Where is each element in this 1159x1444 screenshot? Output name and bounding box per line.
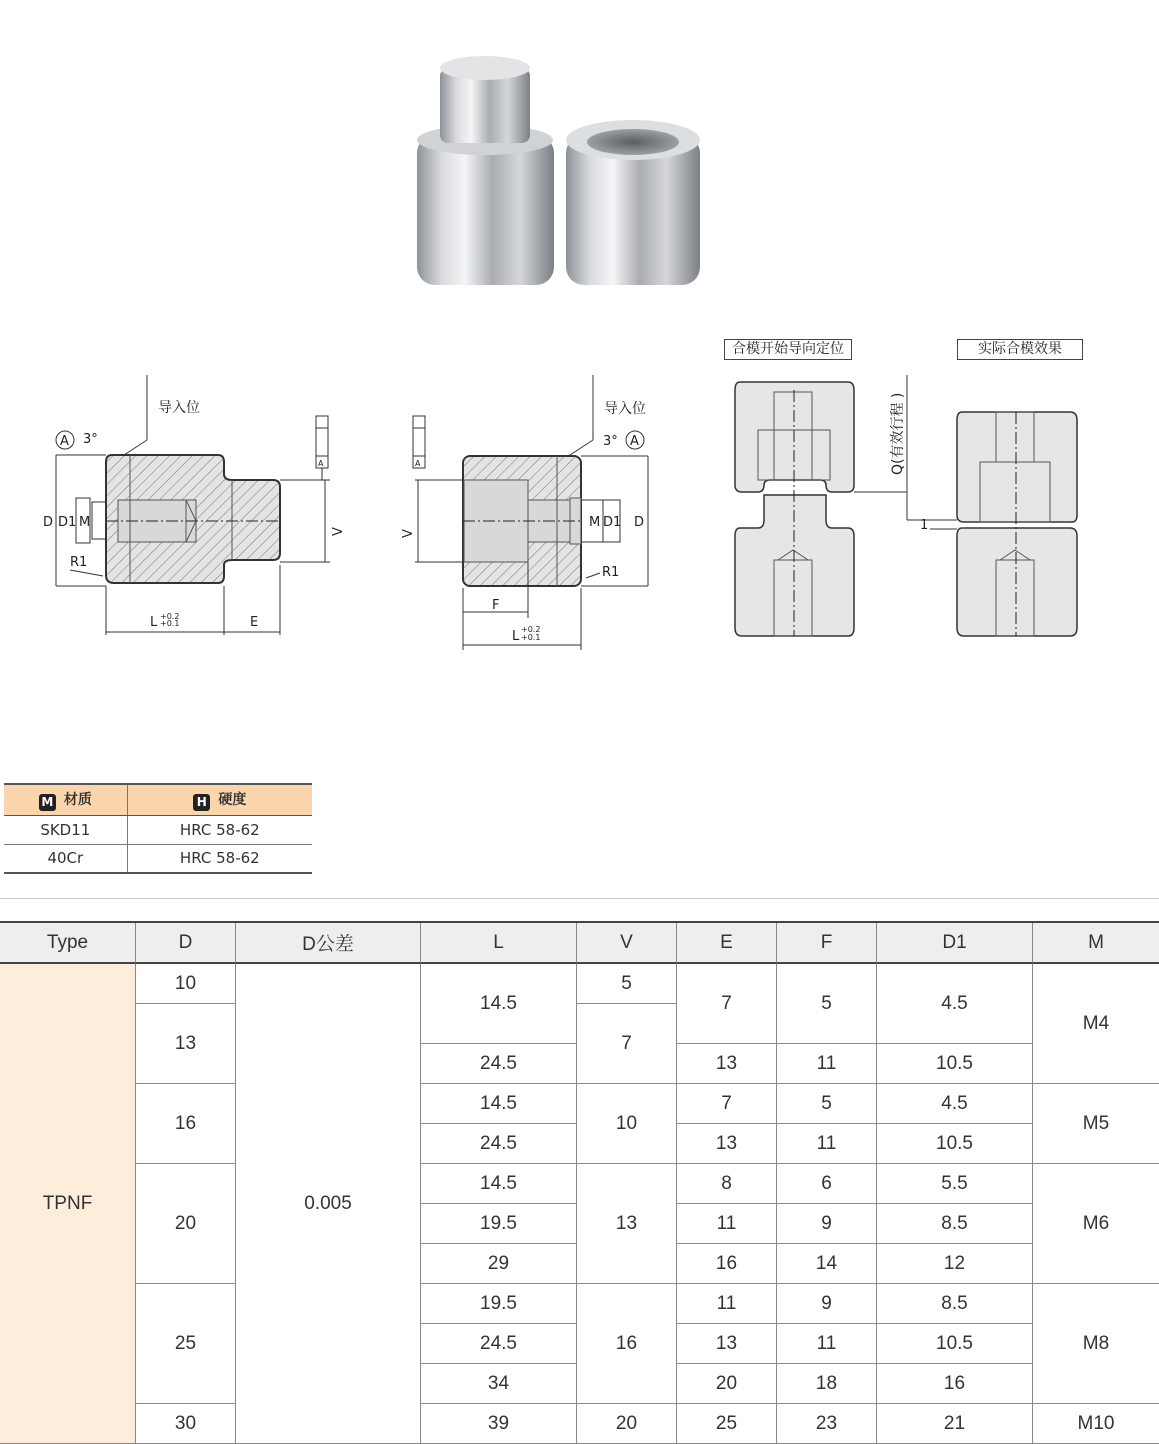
f-cell: 23: [777, 1404, 877, 1444]
l-tol-upper: +0.2: [160, 612, 180, 621]
d1-cell: 4.5: [877, 1084, 1033, 1124]
dim-m-label: M: [79, 515, 91, 530]
angle-label: 3°: [83, 432, 98, 447]
d1-cell: 12: [877, 1244, 1033, 1284]
header-d: D: [136, 923, 236, 964]
e-cell: 11: [677, 1284, 777, 1324]
f-cell: 5: [777, 964, 877, 1044]
dim-l-label: L: [150, 615, 158, 630]
dim-l-label: L: [512, 629, 520, 644]
guide-label: 导入位: [158, 400, 200, 416]
table-row: [4, 844, 312, 873]
material-cell: SKD11: [4, 815, 127, 844]
dim-v-label: V: [331, 527, 346, 536]
hardness-cell: HRC 58-62: [127, 844, 312, 873]
header-l: L: [421, 923, 577, 964]
material-table: [4, 783, 312, 874]
l-cell: 24.5: [421, 1044, 577, 1084]
type-cell: TPNF: [0, 964, 136, 1444]
l-cell: 14.5: [421, 1084, 577, 1124]
d-tolerance-cell: 0.005: [236, 964, 421, 1444]
divider: [0, 898, 1159, 899]
datum-label: A: [630, 434, 639, 449]
guide-label: 导入位: [604, 401, 646, 417]
f-cell: 11: [777, 1044, 877, 1084]
v-cell: 5: [577, 964, 677, 1004]
datum-label: A: [60, 434, 69, 449]
d1-cell: 16: [877, 1364, 1033, 1404]
m-cell: M8: [1033, 1284, 1159, 1404]
l-cell: 19.5: [421, 1204, 577, 1244]
d1-cell: 21: [877, 1404, 1033, 1444]
m-cell: M4: [1033, 964, 1159, 1084]
l-cell: 24.5: [421, 1124, 577, 1164]
e-cell: 13: [677, 1124, 777, 1164]
dim-f-label: F: [492, 598, 500, 613]
tol-datum: A: [415, 459, 421, 468]
header-f: F: [777, 923, 877, 964]
v-cell: 20: [577, 1404, 677, 1444]
d1-cell: 8.5: [877, 1204, 1033, 1244]
assembly-title-right: 实际合模效果: [957, 339, 1083, 360]
d1-cell: 5.5: [877, 1164, 1033, 1204]
v-cell: 7: [577, 1004, 677, 1084]
material-icon: M: [39, 794, 56, 811]
l-cell: 29: [421, 1244, 577, 1284]
header-v: V: [577, 923, 677, 964]
material-header-label: 材质: [63, 791, 92, 808]
dim-d-label: D: [634, 515, 645, 530]
f-cell: 11: [777, 1324, 877, 1364]
dim-d-label: D: [43, 515, 54, 530]
table-row: [4, 815, 312, 844]
d-cell: 13: [136, 1004, 236, 1084]
l-tol-upper: +0.2: [521, 625, 541, 634]
f-cell: 6: [777, 1164, 877, 1204]
e-cell: 7: [677, 964, 777, 1044]
dim-v-label: V: [401, 529, 416, 538]
bushing-drawing: [390, 370, 670, 660]
hardness-cell: HRC 58-62: [127, 815, 312, 844]
l-cell: 14.5: [421, 1164, 577, 1204]
dim-d1-label: D1: [603, 515, 622, 530]
m-cell: M6: [1033, 1164, 1159, 1284]
spec-table: [0, 921, 1159, 1444]
l-cell: 14.5: [421, 964, 577, 1044]
stroke-label: Q(有效行程 ): [890, 392, 906, 475]
f-cell: 5: [777, 1084, 877, 1124]
d-cell: 20: [136, 1164, 236, 1284]
pin-drawing: [40, 370, 350, 650]
hardness-icon: H: [193, 794, 210, 811]
e-cell: 16: [677, 1244, 777, 1284]
header-type: Type: [0, 923, 136, 964]
header-m: M: [1033, 923, 1159, 964]
d-cell: 25: [136, 1284, 236, 1404]
radius-label: R1: [602, 565, 620, 580]
d-cell: 16: [136, 1084, 236, 1164]
l-tol-lower: +0.1: [160, 619, 180, 628]
e-cell: 8: [677, 1164, 777, 1204]
v-cell: 10: [577, 1084, 677, 1164]
e-cell: 25: [677, 1404, 777, 1444]
header-e: E: [677, 923, 777, 964]
l-tol-lower: +0.1: [521, 633, 541, 642]
l-cell: 34: [421, 1364, 577, 1404]
angle-label: 3°: [603, 434, 618, 449]
d-cell: 30: [136, 1404, 236, 1444]
e-cell: 11: [677, 1204, 777, 1244]
f-cell: 11: [777, 1124, 877, 1164]
dim-d1-label: D1: [58, 515, 77, 530]
d1-cell: 8.5: [877, 1284, 1033, 1324]
d1-cell: 10.5: [877, 1324, 1033, 1364]
l-cell: 24.5: [421, 1324, 577, 1364]
assembly-title-left: 合模开始导向定位: [724, 339, 852, 360]
header-d-tolerance: D公差: [236, 923, 421, 964]
hardness-header: [127, 784, 312, 815]
d-cell: 10: [136, 964, 236, 1004]
material-cell: 40Cr: [4, 844, 127, 873]
product-photo: [400, 40, 720, 300]
header-d1: D1: [877, 923, 1033, 964]
e-cell: 20: [677, 1364, 777, 1404]
hardness-header-label: 硬度: [218, 791, 247, 808]
e-cell: 13: [677, 1324, 777, 1364]
v-cell: 13: [577, 1164, 677, 1284]
tol-datum: A: [318, 459, 324, 468]
e-cell: 7: [677, 1084, 777, 1124]
d1-cell: 4.5: [877, 964, 1033, 1044]
d1-cell: 10.5: [877, 1124, 1033, 1164]
l-cell: 19.5: [421, 1284, 577, 1324]
l-cell: 39: [421, 1404, 577, 1444]
m-cell: M10: [1033, 1404, 1159, 1444]
f-cell: 14: [777, 1244, 877, 1284]
assembly-drawing: [730, 370, 1090, 650]
dim-e-label: E: [250, 615, 259, 630]
f-cell: 18: [777, 1364, 877, 1404]
m-cell: M5: [1033, 1084, 1159, 1164]
v-cell: 16: [577, 1284, 677, 1404]
d1-cell: 10.5: [877, 1044, 1033, 1084]
gap-label: 1: [920, 518, 929, 533]
material-header: [4, 784, 127, 815]
dim-m-label: M: [589, 515, 601, 530]
radius-label: R1: [70, 555, 88, 570]
e-cell: 13: [677, 1044, 777, 1084]
f-cell: 9: [777, 1204, 877, 1244]
f-cell: 9: [777, 1284, 877, 1324]
